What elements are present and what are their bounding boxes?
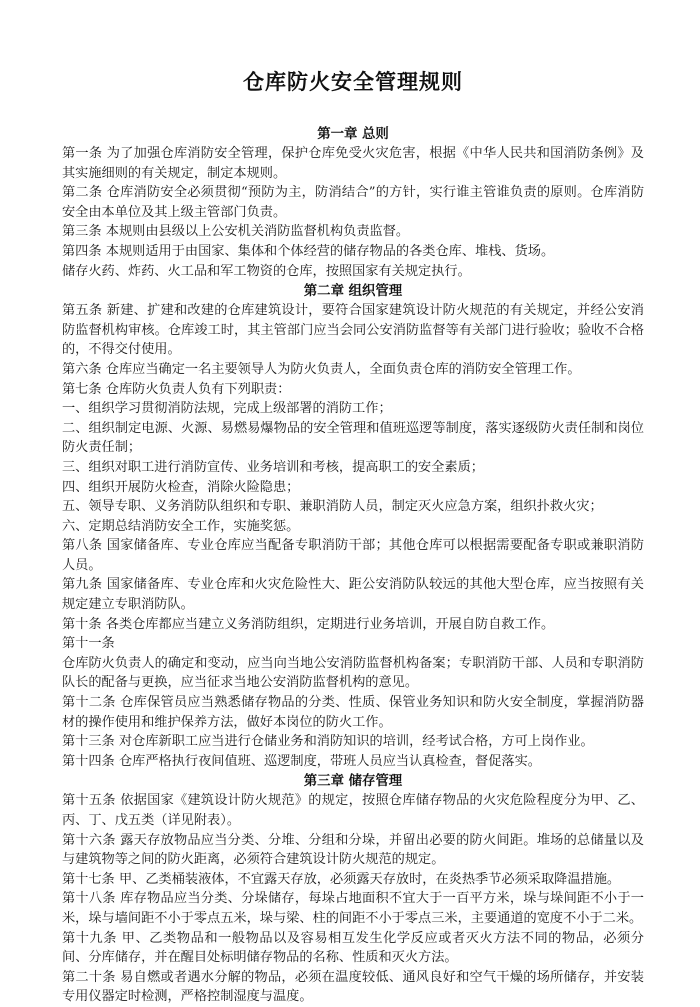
article-paragraph: 第二条 仓库消防安全必须贯彻“预防为主，防消结合”的方针，实行谁主管谁负责的原则。仓库消防安全由本单位及其上级主管部门负责。 <box>62 185 644 220</box>
article-paragraph: 第三条 本规则由县级以上公安机关消防监督机构负责监督。 <box>62 224 410 240</box>
article-paragraph: 第一条 为了加强仓库消防安全管理，保护仓库免受火灾危害，根据《中华人民共和国消防条例》及其实施细则的有关规定，制定本规则。 <box>62 146 644 181</box>
article-paragraph: 二、组织制定电源、火源、易燃易爆物品的安全管理和值班巡逻等制度，落实逐级防火责任制和岗位防火责任制； <box>62 420 644 456</box>
article-paragraph: 一、组织学习贯彻消防法规，完成上级部署的消防工作； <box>62 401 392 417</box>
article-paragraph: 第十三条 对仓库新职工应当进行仓储业务和消防知识的培训，经考试合格，方可上岗作业。 <box>62 734 594 750</box>
article-paragraph: 第四条 本规则适用于由国家、集体和个体经营的储存物品的各类仓库、堆栈、货场。 <box>62 243 555 259</box>
article-paragraph: 第六条 仓库应当确定一名主要领导人为防火负责人，全面负责仓库的消防安全管理工作。 <box>62 361 581 377</box>
article-paragraph: 储存火药、炸药、火工品和军工物资的仓库，按照国家有关规定执行。 <box>62 263 471 279</box>
chapter-section <box>62 281 644 771</box>
chapter-heading: 第三章 储存管理 <box>303 773 403 790</box>
article-paragraph: 第九条 国家储备库、专业仓库和火灾危险性大、距公安消防队较远的其他大型仓库，应当按照有关规定建立专职消防队。 <box>62 577 644 613</box>
article-paragraph: 五、领导专职、义务消防队组织和专职、兼职消防人员，制定灭火应急方案，组织扑救火灾； <box>62 499 603 515</box>
chapter-section <box>62 771 644 1007</box>
article-paragraph: 第五条 新建、扩建和改建的仓库建筑设计，要符合国家建筑设计防火规范的有关规定，并经公安消防监督机构审核。仓库竣工时，其主管部门应当会同公安消防监督等有关部门进行验收；验收不合格的，不得交付使用。 <box>62 303 644 358</box>
chapter-section <box>62 124 644 281</box>
chapter-heading: 第一章 总则 <box>317 126 389 142</box>
article-paragraph: 三、组织对职工进行消防宣传、业务培训和考核，提高职工的安全素质； <box>62 459 484 475</box>
article-paragraph: 第十九条 甲、乙类物品和一般物品以及容易相互发生化学反应或者灭火方法不同的物品，必须分间、分库储存，并在醒目处标明储存物品的名称、性质和灭火方法。 <box>62 930 644 966</box>
article-paragraph: 第十五条 依据国家《建筑设计防火规范》的规定，按照仓库储存物品的火灾危险程度分为甲、乙、丙、丁、戊五类（详见附表）。 <box>62 793 644 828</box>
article-paragraph: 仓库防火负责人的确定和变动，应当向当地公安消防监督机构备案；专职消防干部、人员和专职消防队长的配备与更换，应当征求当地公安消防监督机构的意见。 <box>62 655 644 691</box>
article-paragraph: 四、组织开展防火检查，消除火险隐患； <box>62 479 300 495</box>
chapter-heading: 第二章 组织管理 <box>303 283 403 300</box>
article-paragraph: 第十六条 露天存放物品应当分类、分堆、分组和分垛，并留出必要的防火间距。堆场的总储量以及与建筑物等之间的防火距离，必须符合建筑设计防火规范的规定。 <box>62 832 644 868</box>
article-paragraph: 第八条 国家储备库、专业仓库应当配备专职消防干部；其他仓库可以根据需要配备专职或兼职消防人员。 <box>62 538 644 573</box>
article-paragraph: 第十四条 仓库严格执行夜间值班、巡逻制度，带班人员应当认真检查，督促落实。 <box>62 753 541 769</box>
article-paragraph: 第十二条 仓库保管员应当熟悉储存物品的分类、性质、保管业务知识和防火安全制度，掌握消防器材的操作使用和维护保养方法，做好本岗位的防火工作。 <box>62 695 644 730</box>
document-body <box>62 124 644 1007</box>
article-paragraph: 第二十条 易自燃或者遇水分解的物品，必须在温度较低、通风良好和空气干燥的场所储存，并安装专用仪器定时检测，严格控制湿度与温度。 <box>62 969 644 1005</box>
article-paragraph: 第十一条 <box>62 636 115 652</box>
article-paragraph: 第十条 各类仓库都应当建立义务消防组织，定期进行业务培训，开展自防自救工作。 <box>62 616 555 632</box>
article-paragraph: 第十八条 库存物品应当分类、分垛储存，每垛占地面积不宜大于一百平方米，垛与垛间距不小于一米，垛与墙间距不小于零点五米，垛与梁、柱的间距不小于零点三米，主要通道的宽度不小于二米。 <box>62 891 644 926</box>
article-paragraph: 第十七条 甲、乙类桶装液体，不宜露天存放，必须露天存放时，在炎热季节必须采取降温措施。 <box>62 871 621 887</box>
document-title: 仓库防火安全管理规则 <box>243 70 463 94</box>
article-paragraph: 第七条 仓库防火负责人负有下列职责： <box>62 381 291 397</box>
article-paragraph: 六、定期总结消防安全工作，实施奖惩。 <box>62 518 300 534</box>
